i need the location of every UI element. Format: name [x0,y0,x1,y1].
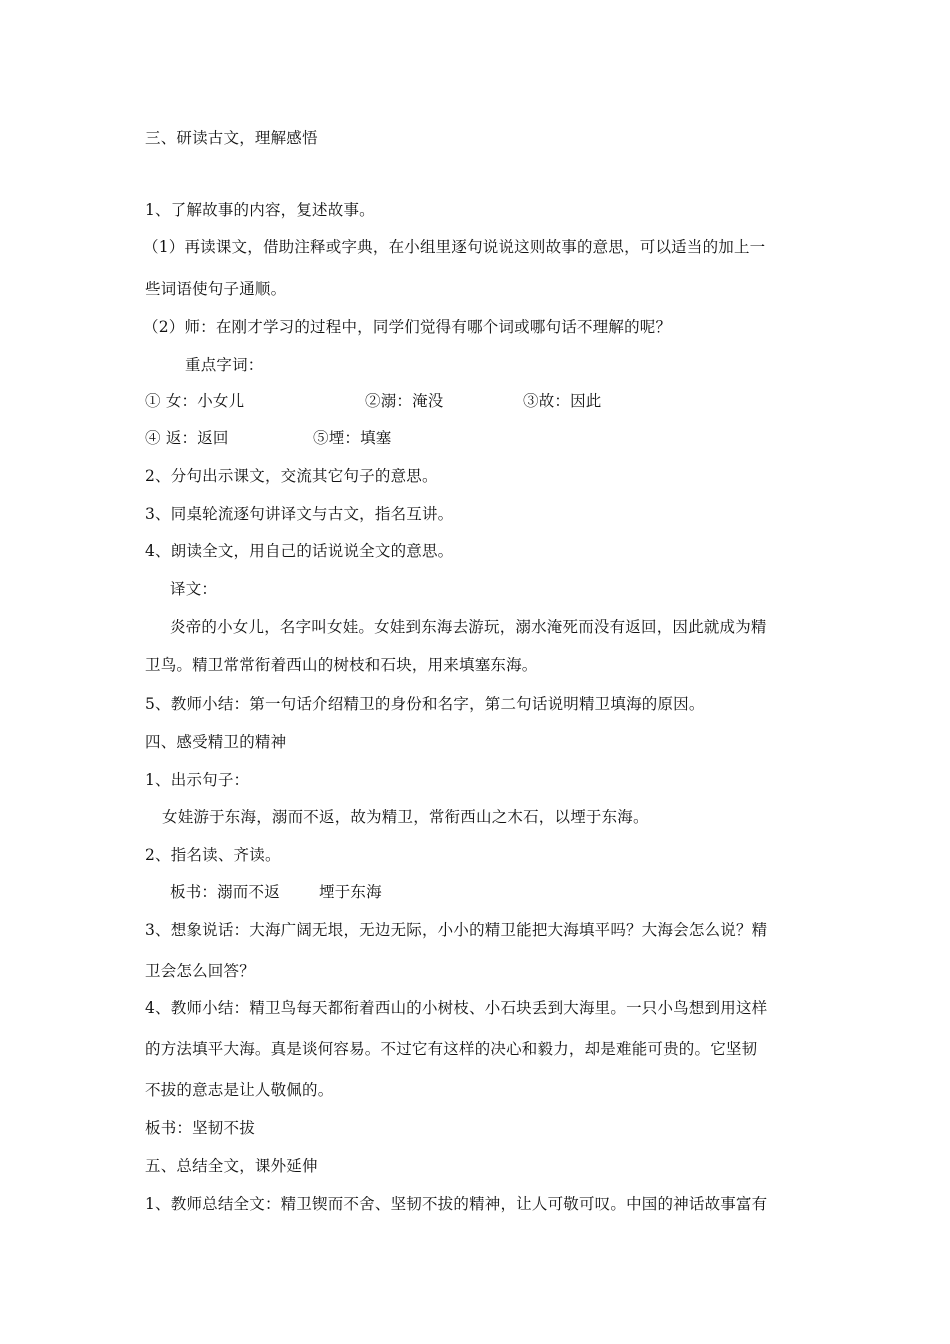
vocab-item: ⑤堙：填塞 [313,429,392,447]
paragraph: 些词语使句子通顺。 [145,280,287,298]
classical-text: 女娃游于东海，溺而不返，故为精卫，常衔西山之木石，以堙于东海。 [162,808,649,826]
vocab-item: ②溺：淹没 [365,392,444,410]
section-heading-4: 四、感受精卫的精神 [145,733,287,751]
paragraph: 不拔的意志是让人敬佩的。 [145,1081,334,1099]
paragraph: 3、想象说话：大海广阔无垠，无边无际，小小的精卫能把大海填平吗？大海会怎么说？精 [145,921,768,939]
vocab-item: ① 女：小女儿 [145,392,245,410]
paragraph: 3、同桌轮流逐句讲译文与古文，指名互讲。 [145,505,454,523]
paragraph: 的方法填平大海。真是谈何容易。不过它有这样的决心和毅力，却是难能可贵的。它坚韧 [145,1040,758,1058]
paragraph: （2）师：在刚才学习的过程中，同学们觉得有哪个词或哪句话不理解的呢？ [143,318,672,336]
paragraph: 2、指名读、齐读。 [145,846,281,864]
board-item: 堙于东海 [319,883,382,901]
paragraph: 4、朗读全文，用自己的话说说全文的意思。 [145,542,454,560]
paragraph: 1、出示句子： [145,771,250,789]
paragraph: （1）再读课文，借助注释或字典，在小组里逐句说说这则故事的意思，可以适当的加上一 [143,238,766,256]
vocab-item: ④ 返：返回 [145,429,229,447]
paragraph: 译文： [170,580,218,598]
paragraph: 炎帝的小女儿，名字叫女娃。女娃到东海去游玩，溺水淹死而没有返回，因此就成为精 [170,618,767,636]
board-item: 板书：溺而不返 [170,883,280,901]
paragraph: 卫鸟。精卫常常衔着西山的树枝和石块，用来填塞东海。 [145,656,538,674]
paragraph: 卫会怎么回答？ [145,962,255,980]
paragraph: 1、教师总结全文：精卫锲而不舍、坚韧不拔的精神，让人可敬可叹。中国的神话故事富有 [145,1195,768,1213]
section-heading-5: 五、总结全文，课外延伸 [145,1157,318,1175]
paragraph: 1、了解故事的内容，复述故事。 [145,201,375,219]
paragraph: 板书：坚韧不拔 [145,1119,255,1137]
section-heading-3: 三、研读古文，理解感悟 [145,129,318,147]
paragraph: 5、教师小结：第一句话介绍精卫的身份和名字，第二句话说明精卫填海的原因。 [145,695,705,713]
paragraph: 2、分句出示课文，交流其它句子的意思。 [145,467,438,485]
vocab-item: ③故：因此 [523,392,602,410]
paragraph: 4、教师小结：精卫鸟每天都衔着西山的小树枝、小石块丢到大海里。一只小鸟想到用这样 [145,999,768,1017]
paragraph: 重点字词： [185,356,264,374]
